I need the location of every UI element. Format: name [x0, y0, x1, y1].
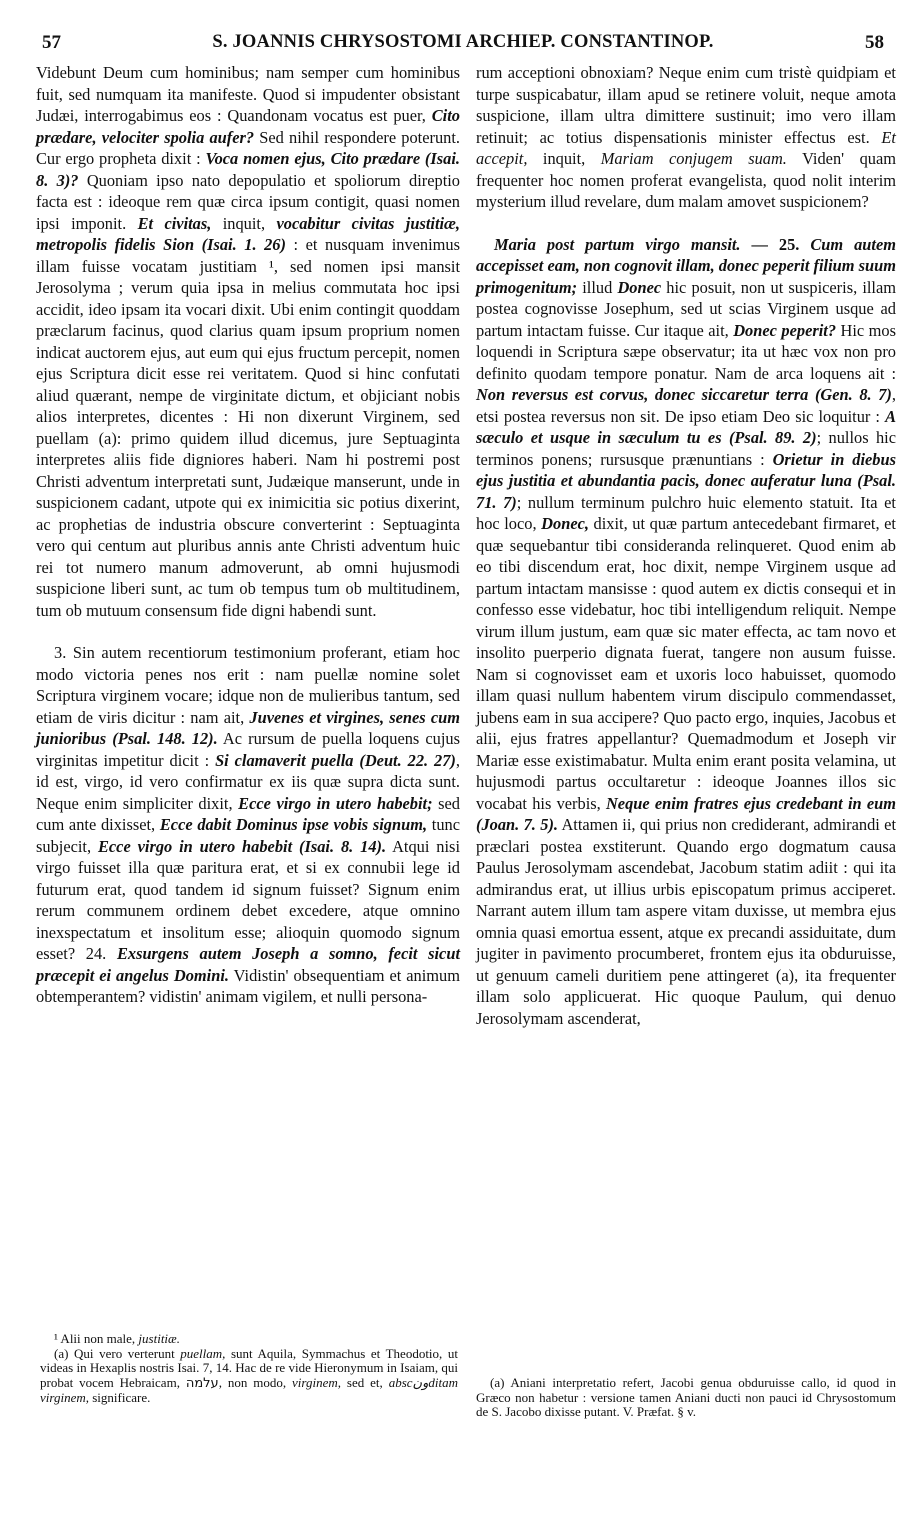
citation: Mariam conjugem suam. [600, 149, 787, 168]
footnote-text: , non modo, [218, 1374, 293, 1390]
right-footnotes [476, 1376, 896, 1420]
verse-number: — 25. [740, 234, 811, 254]
citation: A sæculo et usque in sæculum tu es (Psal. 89. 2) [476, 406, 896, 447]
text-run: inquit, [527, 149, 601, 168]
footnote-italic: puellam, [180, 1345, 226, 1361]
citation: Donec, [541, 514, 589, 533]
footnote-italic: justitiæ. [138, 1331, 180, 1346]
citation: Ecce virgo in utero habebit; [238, 793, 433, 813]
citation: Voca nomen ejus, Cito prædare (Isai. 8. 3)? [36, 149, 460, 190]
text-run: , id est, virgo, id vero confirmatur ex iis quæ supra dicta sunt. Neque enim simpliciter dixit, [36, 750, 460, 813]
citation: Exsurgens autem Joseph a somno, fecit sicut præcepit ei angelus Domini. [36, 944, 460, 985]
citation: Donec [617, 277, 662, 297]
citation: Ecce virgo in utero habebit (Isai. 8. 14). [97, 836, 387, 856]
right-column [476, 62, 896, 1029]
text-run: dixit, ut quæ partum antecedebant firmaret, et quæ sequebantur tibi consideranda relinqueret. Quod enim ab eo tibi discendum erat, hoc dixit, nempe Virginem usque ad partum intactam mansisse : quod autem ex dictis consequi et in confesso esse videbatur, hoc tibi intelligendum reliquit. Nempe virum illum justum, eam quæ sic mater effecta, ac tam novo et insolito puerperio dignata fuerat, tangere non ausum fuisse. Nam si cognovisset eam et uxoris loco habuisset, quomodo illam quasi nullum habentem virum discipulo commendasset, jubens eam in sua accipere? Quo pacto ergo, inquies, Jacobus et alii, ejus fratres appellantur? Quemadmodum et Joseph vir Mariæ esse existimabatur. Multa enim erant posita velamina, ut hujusmodi partus occultaretur : ideoque Joannes illos sic vocabat his verbis, [476, 514, 896, 813]
text-run: Viden' quam frequenter hoc nomen proferat evangelista, quod nolit interim mysterium illud revelare, dum malam amovet suspicionem? [476, 149, 896, 211]
text-run: Ac rursum de puella loquens cujus virginitas impetitur dicit : [36, 729, 460, 770]
page-number-right: 58 [865, 32, 884, 53]
citation: Et civitas, [137, 213, 212, 233]
citation: Si clamaverit puella (Deut. 22. 27) [215, 750, 456, 770]
left-paragraph-2 [36, 642, 460, 1008]
footnote-a-right: (a) Aniani interpretatio refert, Jacobi genua obduruisse callo, id quod in Græco non habetur : versione tamen Aniani ducti non pauci id Chrysostomum de S. Jacobo dixisse putant. V. Præfat. § v. [476, 1375, 896, 1420]
text-run: Attamen ii, qui prius non crediderant, admirandi et præclari postea exstiterunt. Quando ergo dogmatum causa Paulus Jerosolymam ascendebat, Jacobum statim adiit : qui ita admirandus erat, ut illius urbis episcopatum primus acciperet. Narrant autem illum tam aspere vitam duxisse, ut membra ejus omnia quasi emortua essent, atque ex precandi assiduitate, dum jugiter in pavimento procumberet, frontem ejus ita obduruisse, ut genuum cameli duritiem pene attingeret (a), ita frequenter illam solo applicuerat. Hic quoque Paulum, qui denuo Jerosolymam ascenderat, [476, 815, 896, 1028]
citation: vocabitur civitas justitiæ, metropolis fidelis Sion (Isai. 1. 26) [36, 213, 460, 254]
citation: Neque enim fratres ejus credebant in eum (Joan. 7. 5). [476, 793, 896, 834]
text-run: Sed nihil respondere poterunt. Cur ergo propheta dixit : [36, 127, 460, 168]
text-run: sed cum ante dixisset, [36, 793, 460, 834]
page-number-left: 57 [42, 32, 61, 53]
text-run: hic posuit, non ut suspiceris, illam postea cognovisse Josephum, sed ut scias Virginem usque ad partum intactam fuisse. Cur itaque ait, [476, 277, 897, 340]
text-run: inquit, [211, 213, 277, 233]
footnote-text: ¹ Alii non male, [54, 1331, 139, 1346]
footnote-text: (a) Qui vero verterunt [54, 1345, 181, 1361]
footnote-text: sunt Aquila, Symmachus et Theodotio, ut videas in Hexaplis nostris Isai. 7, 14. Hac de re vide Hieronymum in Isaiam, qui probat vocem Hebraicam, [40, 1345, 458, 1390]
text-run: : et nusquam invenimus illam fuisse vocatam justitiam ¹, sed nomen ipsi mansit Jerosolyma ; verum quia ipsa in melius commutata hoc ipsi accidit, ideo ipsam ita vocari dixit. Ubi enim contingit quoddam præclarum facinus, quod clarius quam ipsum proprium nomen indicat auctorem ejus, aut eum qui ejus fructum percepit, nomen ejus Scriptura dicit esse rei veritatem. Quod si hinc confutati aliud quærant, nempe de virginitate dictum, et objiciant nobis alios interpretes, dicentes : Hi non dixerunt Virginem, sed puellam (a): primo quidem illud dicemus, jure Septuaginta interpretes aliis fide digniores haberi. Nam hi postremi post Christi adventum interpretati sunt, Judæique manserunt, unde in suspicionem cadant, utpote qui ex inimicitia sic potius dixerint, ac prophetias de industria obscure converterint : Septuaginta vero qui centum aut pluribus annis ante Christi adventum huic rei tot numero manum admoverunt, ab omni hujusmodi suspicione liberi sunt, ac tum ob tempus tum ob multitudinem, tum ob mutuum consensum fide digni habendi sunt. [36, 235, 460, 620]
citation: Cum autem accepisset eam, non cognovit illam, donec peperit filium suum primogenitum; [476, 234, 897, 297]
citation: Orietur in diebus ejus justitia et abundantia pacis, donec auferatur luna (Psal. 71. 7) [476, 449, 897, 512]
running-header [42, 32, 884, 58]
left-column [36, 62, 460, 1008]
footnote-text: sed et, [341, 1374, 389, 1390]
text-run: ; nullum terminum pulchro huic elemento statuit. Ita et hoc loco, [476, 492, 896, 533]
footnote-text: significare. [88, 1390, 151, 1406]
text-run: ; nullos hic terminos ponens; rursusque prænuntians : [476, 428, 896, 469]
text-run: Vidistin' obsequentiam et animum obtemperantem? vidistin' animam vigilem, et nulli persona- [36, 965, 460, 1006]
text-run: , etsi postea reversus non sit. De ipso etiam Deo sic loquitur : [476, 385, 896, 426]
text-run: illud [577, 277, 618, 297]
running-title: S. JOANNIS CHRYSOSTOMI ARCHIEP. CONSTANTINOP. [212, 32, 714, 52]
citation: Non reversus est corvus, donec siccaretur terra (Gen. 8. 7) [476, 385, 892, 404]
text-run: tunc subjecit, [36, 815, 460, 856]
text-run: Videbunt Deum cum hominibus; nam semper cum hominibus fuit, sed numquam ita manifeste. Quod si impudenter obsistant Judæi, interrogabimus eos : Quandonam vocatus est puer, [36, 63, 460, 125]
text-run: Quoniam ipso nato depopulatio et spoliorum direptio facta est : ideoque rem quæ circa ipsum contigit, quasi nomen ipsi imponit. [36, 170, 460, 233]
footnote-a [40, 1347, 458, 1406]
hebrew-word: עלמה [185, 1375, 219, 1391]
citation: Donec peperit? [733, 320, 837, 340]
citation: Et accepit, [476, 127, 896, 168]
right-paragraph-1 [476, 62, 896, 213]
text-run: 3. Sin autem recentiorum testimonium proferant, etiam hoc modo victoria penes nos erit : nam puellæ nomine solet Scriptura virginem vocare; idque non de mulieribus tantum, sed etiam de viris dicitur : nam ait, [36, 643, 460, 727]
text-run: Atqui nisi virgo fuisset illa quæ paritura erat, et si ex connubii lege id futurum erat, quod tandem id signum fuisset? Signum enim rerum communem ordinem debet excedere, atque omnino inexspectatum et insolitum esse; alioquin quomodo signum esset? 24. [36, 836, 460, 963]
text-run: Hic mos loquendi in Scriptura sæpe observatur; ita ut hæc vox non pro definito quodam tempore ponatur. Nam de arca loquens ait : [476, 320, 896, 383]
left-paragraph-1 [36, 62, 460, 621]
left-footnotes [40, 1332, 458, 1406]
citation: Cito prædare, velociter spolia aufer? [36, 106, 460, 147]
footnote-italic: virginem, [292, 1374, 342, 1390]
footnote-1 [40, 1332, 458, 1347]
section-heading: Maria post partum virgo mansit. [494, 234, 741, 254]
citation: Juvenes et virgines, senes cum junioribus (Psal. 148. 12). [36, 707, 460, 748]
text-run: rum acceptioni obnoxiam? Neque enim cum tristè quidpiam et turpe suspicabatur, illam apud se retinere voluit, neque amota suspicione, illam ultra dimittere sustinuit; imo vero illam retinuit; ac totius dispensationis minister effectus est. [476, 63, 896, 147]
citation: Ecce dabit Dominus ipse vobis signum, [159, 815, 428, 834]
right-paragraph-2 [476, 234, 896, 1030]
footnote-italic: abscونditam virginem, [40, 1374, 458, 1406]
